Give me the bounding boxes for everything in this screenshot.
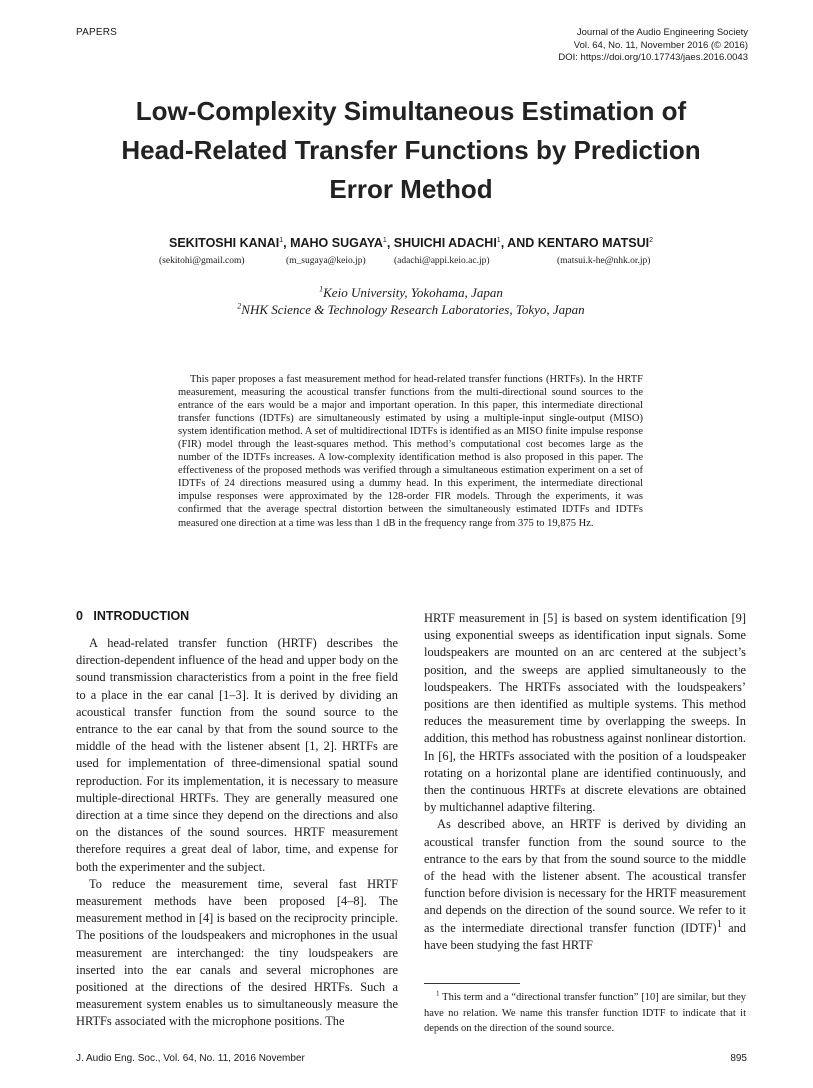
footnote-divider bbox=[424, 983, 520, 984]
affiliation-2 bbox=[60, 302, 762, 318]
affiliation-text: Keio University, Yokohama, Japan bbox=[323, 285, 503, 300]
body-paragraph bbox=[424, 816, 746, 954]
affiliation-number: 1 bbox=[319, 284, 324, 294]
author-affiliation-mark: 2 bbox=[649, 236, 653, 244]
footer-citation: J. Audio Eng. Soc., Vol. 64, No. 11, 2016 November bbox=[76, 1053, 305, 1064]
footnote-number: 1 bbox=[436, 989, 440, 998]
body-column-left bbox=[76, 635, 398, 1031]
section-heading bbox=[76, 609, 189, 623]
title-line-2: Head-Related Transfer Functions by Prediction bbox=[121, 135, 701, 165]
author-name: MAHO SUGAYA bbox=[290, 236, 383, 250]
body-paragraph: To reduce the measurement time, several fast HRTF measurement methods have been proposed [4–8]. The measurement method in [4] is based on the reciprocity principle. The positions of the loudspeakers and microphones in the usual measurement are interchanged: the tiny loudspeakers are inserted into the ear canals and several microphones are positioned at the directions of the desired HRTFs. Such a measurement system enables us to simultaneously measure the HRTFs associated with the microphone positions. The bbox=[76, 876, 398, 1029]
body-paragraph: HRTF measurement in [5] is based on system identification [9] using exponential sweeps as identification input signals. Some loudspeakers are mounted on an arc centered at the subject’s position, and the sweeps are applied simultaneously to the loudspeakers. The HRTFs associated with the loudspeakers’ positions are then identified as multiple systems. This method reduces the measurement time by overlapping the sweeps. In addition, this method has robustness against nonlinear distortion. In [6], the HRTFs associated with the position of a loudspeaker rotating on a horizontal plane are identified continuously, and then the continuous HRTFs at discrete elevations are obtained by multichannel adaptive filtering. bbox=[424, 611, 746, 815]
title-line-3: Error Method bbox=[329, 174, 493, 204]
affiliation-text: NHK Science & Technology Research Laboratories, Tokyo, Japan bbox=[241, 302, 585, 317]
author-name: SEKITOSHI KANAI bbox=[169, 236, 280, 250]
author-list bbox=[60, 236, 762, 250]
abstract: This paper proposes a fast measurement method for head-related transfer functions (HRTFs). In the HRTF measurement, measuring the acoustical transfer functions from the multi-directional sound sources to the entrance of the ears would be a major and important operation. In this paper, this intermediate directional transfer functions (IDTFs) are simultaneously estimated by using a multiple-input single-output (MISO) system identification method. A set of multidirectional IDTFs is identified as an MISO finite impulse response (FIR) model through the least-squares method. This method’s computational cost becomes large as the number of the IDTFs increases. A low-complexity identification method is also proposed in this paper. The effectiveness of the proposed methods was verified through a simultaneous estimation experiment on a set of IDTFs of 24 directions measured using a dummy head. In this experiment, the intermediate directional impulse responses were approximated by the 128-order FIR models. Through the experiments, it was confirmed that the average spectral distortion between the simultaneously estimated IDTFs and IDTFs measured one direction at a time was less than 1 dB in the frequency range from 375 to 19,875 Hz. bbox=[178, 374, 643, 529]
paragraph-text: and have been studying the fast HRTF bbox=[424, 920, 746, 952]
journal-doi: DOI: https://doi.org/10.17743/jaes.2016.0043 bbox=[558, 52, 748, 63]
author-separator: , AND bbox=[500, 236, 538, 250]
paper-title bbox=[60, 92, 762, 209]
body-column-right bbox=[424, 610, 746, 954]
author-name: SHUICHI ADACHI bbox=[393, 236, 497, 250]
author-affiliation-mark: 1 bbox=[496, 236, 501, 244]
author-separator: , bbox=[386, 236, 394, 250]
running-head-section: PAPERS bbox=[76, 27, 118, 38]
journal-info bbox=[558, 27, 748, 65]
author-email: (sekitohi@gmail.com) bbox=[159, 256, 245, 266]
journal-volume: Vol. 64, No. 11, November 2016 (© 2016) bbox=[573, 39, 748, 51]
page-number: 895 bbox=[730, 1053, 747, 1064]
affiliation-number: 2 bbox=[237, 301, 242, 311]
paragraph-text: As described above, an HRTF is derived by dividing an acoustical transfer function from the sound source to the entrance to the ears by that from the sound source to the middle of the head with the listener absent. The acoustical transfer function before division is necessary for the HRTF measurement and depends on the direction of the sound source. We refer to it as the intermediate directional transfer function (IDTF) bbox=[424, 817, 746, 935]
author-affiliation-mark: 1 bbox=[382, 236, 387, 244]
footnote-marker: 1 bbox=[716, 918, 722, 930]
section-number: 0 bbox=[76, 609, 83, 623]
author-email: (m_sugaya@keio.jp) bbox=[286, 256, 366, 266]
footnote bbox=[424, 990, 746, 1037]
author-separator: , bbox=[283, 236, 291, 250]
body-paragraph: A head-related transfer function (HRTF) describes the direction-dependent influence of the head and upper body on the sound transmission characteristics from a point in the free field to a place in the ear canal [1–3]. It is derived by dividing an acoustical transfer function from the sound source to the entrance to the ear canal by that from the sound source to the middle of the head with the listener absent [1, 2]. HRTFs are used for implementation of three-dimensional spatial sound reproduction. For its implementation, it is necessary to measure multiple-directional HRTFs. They are generally measured one direction at a time since they depend on the directions and also on the distances of the sound sources. HRTF measurement therefore requires a great deal of labor, time, and expense for both the experimenter and the subject. bbox=[76, 636, 398, 874]
author-affiliation-mark: 1 bbox=[279, 236, 284, 244]
journal-name: Journal of the Audio Engineering Society bbox=[576, 27, 748, 38]
title-line-1: Low-Complexity Simultaneous Estimation of bbox=[135, 96, 687, 126]
affiliation-1 bbox=[60, 285, 762, 301]
section-title: INTRODUCTION bbox=[93, 609, 190, 623]
footnote-text: This term and a “directional transfer function” [10] are similar, but they have no relation. We name this transfer function IDTF to indicate that it depends on the direction of the sound source. bbox=[424, 992, 746, 1034]
author-email: (adachi@appi.keio.ac.jp) bbox=[394, 256, 490, 266]
author-email: (matsui.k-he@nhk.or.jp) bbox=[557, 256, 651, 266]
author-name: KENTARO MATSUI bbox=[537, 236, 650, 250]
